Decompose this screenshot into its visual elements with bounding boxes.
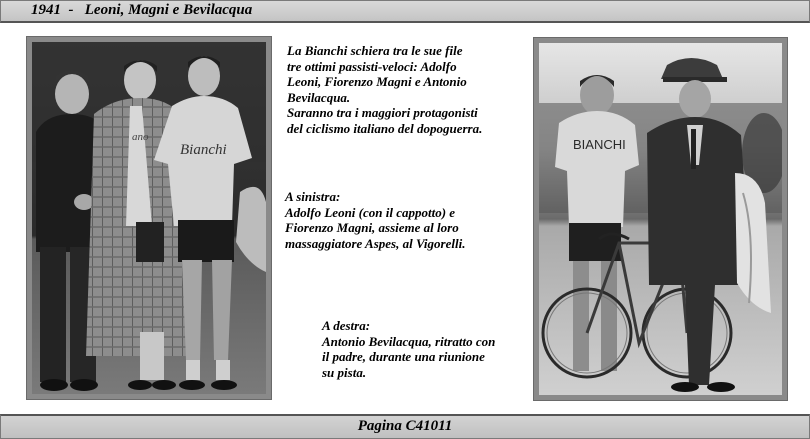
intro-line: del ciclismo italiano del dopoguerra. (287, 120, 483, 136)
caption-right-line: su pista. (322, 364, 367, 380)
page-number-label: Pagina C41011 (357, 418, 453, 434)
intro-line: Saranno tra i maggiori protagonisti (287, 105, 478, 120)
intro-paragraph (287, 43, 527, 136)
photo-bevilacqua-padre (533, 37, 788, 401)
footer-bar (0, 414, 810, 439)
intro-line: Bevilacqua. (287, 89, 351, 105)
photo-right-image (539, 43, 782, 395)
header-bar (0, 0, 810, 23)
page-title: 1941 - Leoni, Magni e Bevilacqua (31, 2, 253, 18)
caption-left-photo (285, 189, 525, 251)
jersey-text-right: BIANCHI (573, 137, 626, 152)
caption-left-heading: A sinistra: (285, 189, 341, 204)
caption-left-line: Fiorenzo Magni, assieme al loro (285, 220, 459, 235)
caption-right-photo (322, 318, 522, 380)
caption-left-line: Adolfo Leoni (con il cappotto) e (285, 204, 456, 220)
caption-right-line: Antonio Bevilacqua, ritratto con (322, 333, 496, 349)
intro-line: Leoni, Fiorenzo Magni e Antonio (287, 74, 467, 89)
svg-text:ano: ano (132, 131, 149, 143)
jersey-text-left: Bianchi (180, 142, 227, 158)
intro-line: tre ottimi passisti-veloci: Adolfo (287, 58, 457, 74)
photo-leoni-magni-aspes (26, 36, 272, 400)
intro-line: La Bianchi schiera tra le sue file (287, 43, 463, 58)
caption-right-heading: A destra: (322, 318, 371, 333)
caption-left-line: massaggiatore Aspes, al Vigorelli. (285, 235, 466, 251)
photo-left-image (32, 42, 266, 394)
caption-right-line: il padre, durante una riunione (322, 349, 485, 364)
